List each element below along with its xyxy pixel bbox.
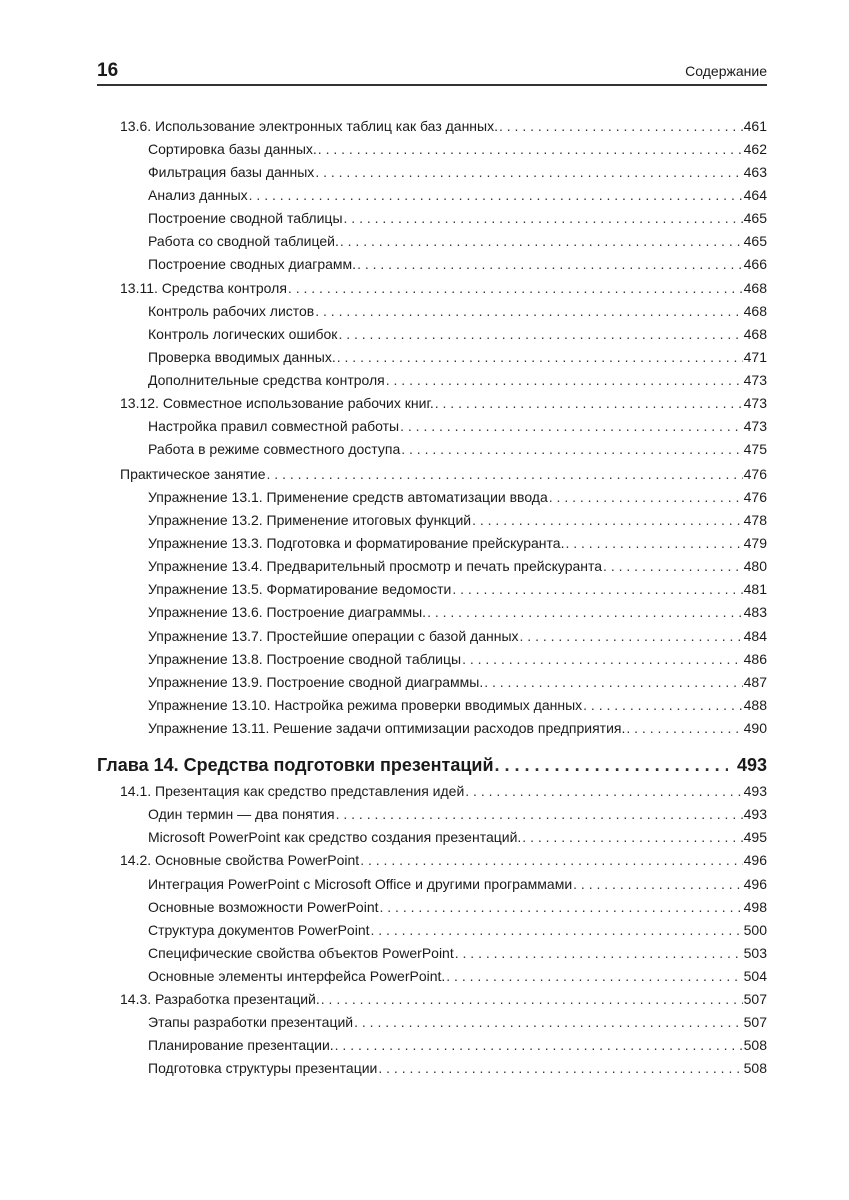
toc-entry-page: 508 — [743, 1060, 767, 1076]
toc-entry-title: Структура документов PowerPoint — [148, 922, 370, 938]
toc-entry-page: 461 — [743, 118, 767, 134]
toc-entry-page: 468 — [743, 303, 767, 319]
toc-leader-dots — [288, 280, 743, 296]
toc-entry-page: 473 — [743, 372, 767, 388]
toc-entry-title: Упражнение 13.1. Применение средств автоматизации ввода — [148, 489, 548, 505]
toc-entry-page: 471 — [743, 349, 767, 365]
toc-leader-dots — [335, 1037, 743, 1053]
toc-leader-dots — [371, 922, 743, 938]
toc-entry-page: 478 — [743, 512, 767, 528]
toc-subsection-entry — [148, 489, 767, 505]
toc-entry-title: Построение сводных диаграмм. — [148, 256, 357, 272]
toc-leader-dots — [318, 141, 743, 157]
toc-subsection-entry — [148, 418, 767, 434]
toc-subsection-entry — [148, 372, 767, 388]
toc-entry-page: 493 — [743, 783, 767, 799]
toc-section-entry — [120, 395, 767, 411]
toc-leader-dots — [340, 233, 743, 249]
toc-leader-dots — [315, 303, 742, 319]
toc-entry-page: 504 — [743, 968, 767, 984]
toc-subsection-entry — [148, 303, 767, 319]
toc-subsection-entry — [148, 256, 767, 272]
toc-entry-page: 496 — [743, 852, 767, 868]
toc-subsection-entry — [148, 628, 767, 644]
toc-leader-dots — [360, 852, 742, 868]
toc-leader-dots — [626, 720, 742, 736]
toc-subsection-entry — [148, 233, 767, 249]
toc-entry-page: 495 — [743, 829, 767, 845]
toc-entry-title: Контроль логических ошибок — [148, 326, 338, 342]
toc-leader-dots — [357, 256, 743, 272]
toc-entry-page: 481 — [743, 581, 767, 597]
toc-section-entry — [120, 118, 767, 134]
toc-entry-page: 462 — [743, 141, 767, 157]
toc-subsection-entry — [148, 558, 767, 574]
toc-subsection-entry — [148, 876, 767, 892]
toc-entry-page: 464 — [743, 187, 767, 203]
toc-entry-page: 473 — [743, 395, 767, 411]
toc-leader-dots — [603, 558, 743, 574]
toc-subsection-entry — [148, 1060, 767, 1076]
toc-entry-page: 476 — [743, 489, 767, 505]
toc-subsection-entry — [148, 968, 767, 984]
toc-entry-title: Практическое занятие — [120, 466, 266, 482]
toc-entry-title: 14.3. Разработка презентаций. — [120, 991, 320, 1007]
toc-entry-title: Работа со сводной таблицей. — [148, 233, 339, 249]
toc-leader-dots — [565, 535, 742, 551]
toc-entry-title: Интеграция PowerPoint с Microsoft Office и другими программами — [148, 876, 573, 892]
toc-entry-title: Основные элементы интерфейса PowerPoint. — [148, 968, 446, 984]
toc-entry-title: Один термин — два понятия — [148, 806, 335, 822]
toc-entry-title: Упражнение 13.4. Предварительный просмотр и печать прейскуранта — [148, 558, 603, 574]
toc-leader-dots — [583, 697, 743, 713]
toc-section-entry — [120, 783, 767, 799]
toc-entry-title: Основные возможности PowerPoint — [148, 899, 379, 915]
toc-subsection-entry — [148, 674, 767, 690]
toc-entry-page: 493 — [743, 806, 767, 822]
toc-subsection-entry — [148, 806, 767, 822]
toc-leader-dots — [427, 604, 743, 620]
toc-subsection-entry — [148, 1037, 767, 1053]
toc-subsection-entry — [148, 441, 767, 457]
toc-leader-dots — [522, 829, 742, 845]
toc-entry-title: Сортировка базы данных. — [148, 141, 317, 157]
toc-entry-page: 496 — [743, 876, 767, 892]
toc-entry-page: 503 — [743, 945, 767, 961]
toc-entry-page: 480 — [743, 558, 767, 574]
toc-entry-title: Планирование презентации. — [148, 1037, 334, 1053]
header-rule — [97, 84, 767, 86]
toc-leader-dots — [435, 395, 743, 411]
toc-entry-title: Проверка вводимых данных. — [148, 349, 336, 365]
toc-entry-title: 13.6. Использование электронных таблиц как баз данных. — [120, 118, 498, 134]
toc-entry-title: Подготовка структуры презентации — [148, 1060, 378, 1076]
toc-entry-title: Этапы разработки презентаций — [148, 1014, 354, 1030]
toc-entry-page: 476 — [743, 466, 767, 482]
toc-leader-dots — [338, 326, 742, 342]
toc-leader-dots — [354, 1014, 743, 1030]
toc-section-entry — [120, 852, 767, 868]
toc-leader-dots — [336, 806, 743, 822]
toc-entry-title: Работа в режиме совместного доступа — [148, 441, 401, 457]
toc-entry-page: 465 — [743, 210, 767, 226]
toc-leader-dots — [337, 349, 743, 365]
toc-entry-title: Построение сводной таблицы — [148, 210, 343, 226]
toc-entry-title: Контроль рабочих листов — [148, 303, 315, 319]
toc-entry-title: Упражнение 13.8. Построение сводной таблицы — [148, 651, 462, 667]
toc-leader-dots — [400, 418, 743, 434]
toc-section-entry — [120, 466, 767, 482]
toc-leader-dots — [267, 466, 743, 482]
toc-leader-dots — [462, 651, 743, 667]
toc-entry-page: 466 — [743, 256, 767, 272]
toc-leader-dots — [315, 164, 742, 180]
toc-subsection-entry — [148, 945, 767, 961]
toc-chapter-entry — [97, 755, 767, 776]
toc-leader-dots — [380, 899, 743, 915]
toc-subsection-entry — [148, 141, 767, 157]
toc-entry-title: Анализ данных — [148, 187, 248, 203]
toc-entry-title: 14.2. Основные свойства PowerPoint — [120, 852, 360, 868]
toc-entry-title: Упражнение 13.5. Форматирование ведомости — [148, 581, 452, 597]
toc-subsection-entry — [148, 210, 767, 226]
toc-entry-page: 475 — [743, 441, 767, 457]
toc-leader-dots — [386, 372, 743, 388]
toc-entry-title: 13.11. Средства контроля — [120, 280, 287, 296]
toc-entry-page: 507 — [743, 991, 767, 1007]
toc-entry-title: Дополнительные средства контроля — [148, 372, 385, 388]
toc-entry-page: 473 — [743, 418, 767, 434]
toc-subsection-entry — [148, 899, 767, 915]
page-number: 16 — [97, 60, 119, 81]
toc-entry-title: Упражнение 13.11. Решение задачи оптимизации расходов предприятия. — [148, 720, 626, 736]
toc-subsection-entry — [148, 829, 767, 845]
toc-entry-page: 486 — [743, 651, 767, 667]
toc-entry-title: Упражнение 13.2. Применение итоговых функций — [148, 512, 472, 528]
page-header — [97, 60, 767, 84]
toc-leader-dots — [484, 674, 742, 690]
toc-entry-title: Упражнение 13.6. Построение диаграммы. — [148, 604, 427, 620]
toc-entry-page: 468 — [743, 326, 767, 342]
toc-leader-dots — [249, 187, 743, 203]
toc-subsection-entry — [148, 604, 767, 620]
toc-leader-dots — [549, 489, 743, 505]
toc-leader-dots — [472, 512, 743, 528]
toc-leader-dots — [446, 968, 742, 984]
toc-subsection-entry — [148, 326, 767, 342]
toc-entry-title: Упражнение 13.9. Построение сводной диаграммы. — [148, 674, 484, 690]
toc-entry-page: 484 — [743, 628, 767, 644]
toc-subsection-entry — [148, 164, 767, 180]
toc-leader-dots — [573, 876, 742, 892]
toc-leader-dots — [344, 210, 743, 226]
toc-subsection-entry — [148, 512, 767, 528]
toc-subsection-entry — [148, 581, 767, 597]
toc-subsection-entry — [148, 922, 767, 938]
toc-subsection-entry — [148, 651, 767, 667]
toc-entry-title: Упражнение 13.7. Простейшие операции с базой данных — [148, 628, 519, 644]
running-title: Содержание — [685, 63, 767, 79]
toc-subsection-entry — [148, 1014, 767, 1030]
toc-entry-title: Специфические свойства объектов PowerPoint — [148, 945, 454, 961]
toc-entry-title: Глава 14. Средства подготовки презентаций — [97, 755, 494, 775]
toc-entry-page: 487 — [743, 674, 767, 690]
toc-section-entry — [120, 280, 767, 296]
toc-entry-page: 468 — [743, 280, 767, 296]
toc-entry-page: 479 — [743, 535, 767, 551]
toc-entry-page: 465 — [743, 233, 767, 249]
toc-section-entry — [120, 991, 767, 1007]
toc-entry-page: 508 — [743, 1037, 767, 1053]
toc-subsection-entry — [148, 697, 767, 713]
toc-entry-title: 14.1. Презентация как средство представления идей — [120, 783, 465, 799]
toc-subsection-entry — [148, 187, 767, 203]
toc-leader-dots — [455, 945, 743, 961]
toc-entry-page: 498 — [743, 899, 767, 915]
toc-entry-title: 13.12. Совместное использование рабочих книг. — [120, 395, 434, 411]
toc-leader-dots — [499, 118, 743, 134]
toc-leader-dots — [495, 755, 728, 776]
toc-entry-page: 488 — [743, 697, 767, 713]
toc-subsection-entry — [148, 349, 767, 365]
toc-leader-dots — [452, 581, 742, 597]
toc-subsection-entry — [148, 535, 767, 551]
toc-entry-page: 490 — [743, 720, 767, 736]
toc-entry-page: 507 — [743, 1014, 767, 1030]
toc-entry-page: 463 — [743, 164, 767, 180]
toc-leader-dots — [321, 991, 743, 1007]
toc-entry-title: Настройка правил совместной работы — [148, 418, 400, 434]
toc-leader-dots — [465, 783, 742, 799]
toc-entry-page: 483 — [743, 604, 767, 620]
toc-subsection-entry — [148, 720, 767, 736]
toc-entry-title: Упражнение 13.3. Подготовка и форматирование прейскуранта. — [148, 535, 565, 551]
toc-entry-page: 493 — [736, 755, 767, 775]
toc-leader-dots — [378, 1060, 742, 1076]
toc-leader-dots — [520, 628, 743, 644]
toc-entry-title: Microsoft PowerPoint как средство создания презентаций. — [148, 829, 522, 845]
toc-entry-title: Фильтрация базы данных — [148, 164, 315, 180]
toc-entry-page: 500 — [743, 922, 767, 938]
toc-leader-dots — [401, 441, 742, 457]
toc-entry-title: Упражнение 13.10. Настройка режима проверки вводимых данных — [148, 697, 583, 713]
